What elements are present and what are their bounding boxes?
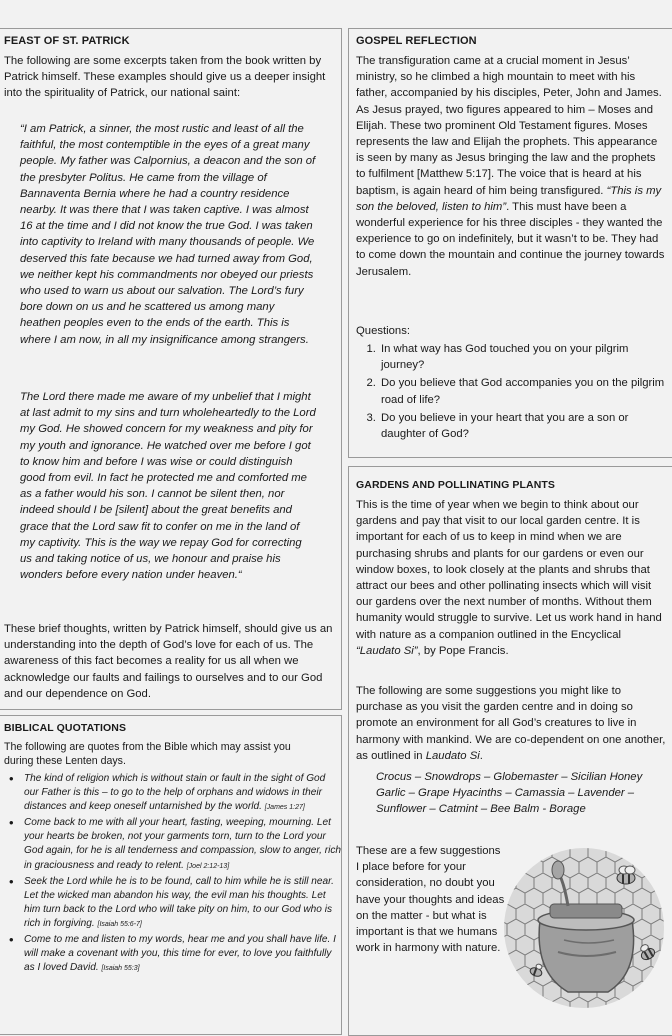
biblical-quote-item xyxy=(24,875,342,932)
plant-suggestions: Crocus – Snowdrops – Globemaster – Sicilian Honey Garlic – Grape Hyacinths – Camassia – Lavender – Sunflower – Catmint – Bee Balm - Borage xyxy=(376,771,643,816)
gardens-paragraph-1 xyxy=(356,497,668,659)
biblical-quote-item xyxy=(24,772,342,815)
quote-text: Come to me and listen to my words, hear me and you shall have life. I will make a covenant with you, this time for ever, to love you faithfully as I loved David. xyxy=(24,934,336,974)
gardens-p1-end: , by Pope Francis. xyxy=(417,644,509,657)
question-item: 2. Do you believe that God accompanies you on the pilgrim road of life? xyxy=(379,375,669,407)
biblical-quote-item xyxy=(24,933,342,976)
feast-of-st-patrick-panel xyxy=(0,28,342,710)
biblical-quote-list xyxy=(4,772,342,977)
quote-reference: [Isaiah 55:3] xyxy=(101,965,140,973)
quote-reference: [Joel 2:12-13] xyxy=(186,862,230,870)
feast-title: FEAST OF ST. PATRICK xyxy=(4,35,130,47)
feast-closing: These brief thoughts, written by Patrick himself, should give us an understanding into the depth of God’s love for each of us. The awareness of this fact becomes a reality for us all when we acknowledge our faults and failings to ourselves and to our God and our dependence on God. xyxy=(4,623,333,700)
biblical-quotations-panel xyxy=(0,715,342,1035)
reflection-questions-list xyxy=(356,341,669,444)
gardens-p2-end: . xyxy=(479,749,483,762)
question-item: 1. In what way has God touched you on your pilgrim journey? xyxy=(379,341,669,373)
patrick-quote-part-2: The Lord there made me aware of my unbelief that I might at last admit to my sins and turn wholeheartedly to the Lord my God. He showed concern for my weakness and pity for my youth and ignorance. He watched over me before I got to know him and before I was wise or could distinguish good from evil. In fact he protected me and comforted me as a father would his son. I cannot be silent then, nor indeed should I be [silent] about the great benefits and grace that the Lord saw fit to confer on me in the land of my captivity. This is the way we repay God for correcting us and taking notice of us, we honour and praise his wonders before every nation under heaven.“ xyxy=(20,391,316,582)
patrick-quote-part-1: “I am Patrick, a sinner, the most rustic and least of all the faithful, the most contemptible in the eyes of a great many people. My father was Calpornius, a deacon and the son of the presbyter Politus. He came from the village of Bannaventa Bernia where he had a country residence nearby. It was there that I was taken captive. I was almost 16 at the time and I did not know the true God. I was taken into captivity to Ireland with many thousands of people. We deserved this fate because we had turned away from God, we neither kept his commandments nor obeyed our priests who used to warn us about our salvation. The Lord’s fury bore down on us and he scattered us among many heathen peoples even to the ends of the earth. This is where I am now, in all my insignificance among strangers. xyxy=(20,123,316,346)
biblical-intro: The following are quotes from the Bible which may assist you during these Lenten days. xyxy=(4,741,291,768)
laudato-si-ref: Laudato Si xyxy=(425,749,480,762)
honey-pot-bees-illustration xyxy=(498,842,670,1010)
quote-text: Come back to me with all your heart, fasting, weeping, mourning. Let your hearts be broken, not your garments torn, turn to the Lord your God again, for he is all tenderness and compassion, slow to anger, rich in graciousness and ready to relent. xyxy=(24,817,342,871)
gardens-closing: These are a few suggestions I place before for your consideration, no doubt you have your thoughts and ideas on the matter - but what is important is that we humans work in harmony with nature. xyxy=(356,845,505,955)
gardens-title: GARDENS AND POLLINATING PLANTS xyxy=(356,479,555,491)
quote-reference: [James 1:27] xyxy=(264,804,305,812)
feast-intro: The following are some excerpts taken from the book written by Patrick himself. These examples should give us a deeper insight into the spirituality of Patrick, our national saint: xyxy=(4,55,326,100)
gospel-body xyxy=(356,53,668,280)
quote-text: The kind of religion which is without stain or fault in the sight of God our Father is this – to go to the help of orphans and widows in their distances and keep oneself untarnished by the world. xyxy=(24,773,326,813)
biblical-quote-item xyxy=(24,816,342,873)
gospel-reflection-panel xyxy=(348,28,672,458)
quote-reference: [Isaiah 55:6-7] xyxy=(97,920,142,928)
encyclical-title: “Laudato Si” xyxy=(356,644,418,657)
gardens-paragraph-2 xyxy=(356,683,668,764)
gospel-title: GOSPEL REFLECTION xyxy=(356,35,477,47)
gospel-body-quote: “This is my son the beloved, listen to him” xyxy=(356,184,662,213)
biblical-title: BIBLICAL QUOTATIONS xyxy=(4,722,127,734)
questions-label: Questions: xyxy=(356,325,411,337)
gardens-p1-text: This is the time of year when we begin to think about our gardens and pay that visit to our local garden centre. It is important for each of us to keep in mind when we are purchasing shrubs and plants for our gardens or even our window boxes, to look closely at the plants and shrubs that attract our bees and other pollinating insects which will visit our gardens over the next number of months. Without them humanity would struggle to survive. Let us work hand in hand with nature as a companion outlined in the Encyclical xyxy=(356,499,662,641)
gospel-body-text: The transfiguration came at a crucial moment in Jesus’ ministry, so he climbed a high mountain to meet with his father, accompanied by his disciples, Peter, John and James. As Jesus prayed, two figures appeared to him – Moses and Elijah. These two prominent Old Testament figures. Moses represents the law and Elijah the prophets. This appearance is seen by many as Jesus bringing the law and the prophets to fulfilment [Matthew 5:17]. The voice that is heard at his baptism, is again heard of him being transfigured. xyxy=(356,55,662,197)
gospel-body-text-end: . This must have been a wonderful experience for his three disciples - they wanted the experience to go on indefinitely, but it wasn’t to be. They had to come down the mountain and continue the journey towards Jerusalem. xyxy=(356,200,665,278)
quote-text: Seek the Lord while he is to be found, call to him while he is still near. Let the wicked man abandon his way, the evil man his thoughts. Let him turn back to the Lord who will take pity on him, to our God who is rich in forgiving. xyxy=(24,875,334,929)
question-item: 3. Do you believe in your heart that you are a son or daughter of God? xyxy=(379,410,669,442)
gardens-p2-text: The following are some suggestions you might like to purchase as you visit the garden centre and in doing so promote an environment for all God’s creatures to live in harmony with mankind. We are co-dependent on one another, as outlined in xyxy=(356,685,666,762)
